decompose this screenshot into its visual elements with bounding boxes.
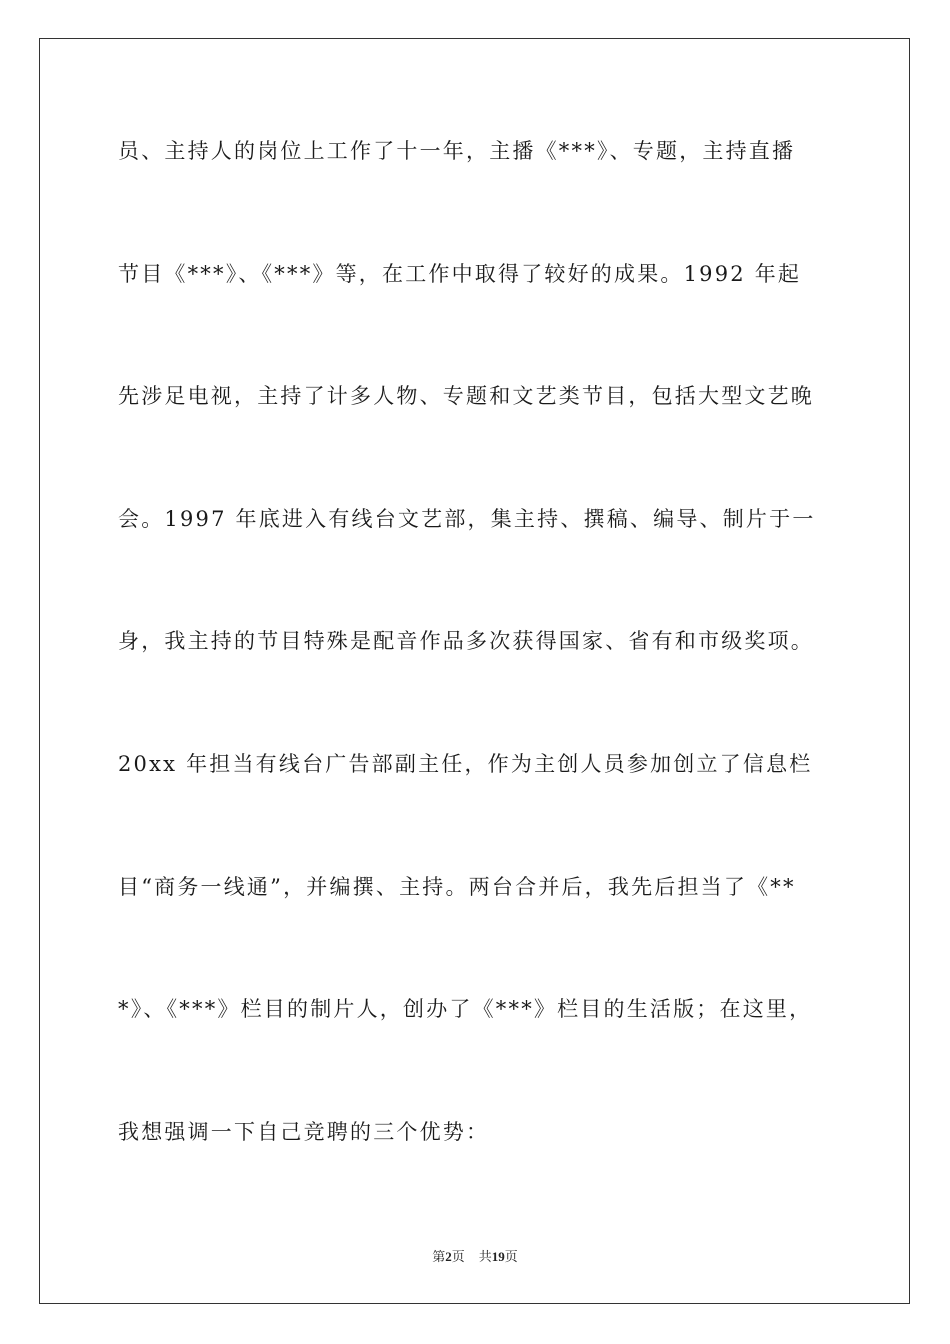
page-suffix: 页 — [451, 1250, 465, 1265]
paragraph-line: 20xx 年担当有线台广告部副主任，作为主创人员参加创立了信息栏 — [118, 751, 813, 776]
page-footer — [0, 1249, 950, 1266]
paragraph-line: 节目《***》、《***》等，在工作中取得了较好的成果。1992 年起 — [118, 261, 802, 286]
paragraph-line: 会。1997 年底进入有线台文艺部，集主持、撰稿、编导、制片于一 — [118, 506, 816, 531]
paragraph-line: 员、主持人的岗位上工作了十一年，主播《***》、专题，主持直播 — [118, 139, 796, 163]
page-prefix: 第 — [432, 1250, 446, 1265]
paragraph-line: 先涉足电视，主持了计多人物、专题和文艺类节目，包括大型文艺晚 — [118, 384, 814, 409]
document-body — [118, 120, 834, 1223]
page-number: 2 — [445, 1249, 452, 1264]
total-suffix: 页 — [504, 1250, 518, 1265]
total-prefix: 共 — [478, 1250, 492, 1265]
paragraph-line: 目“商务一线通”，并编撰、主持。两台合并后，我先后担当了《** — [118, 874, 796, 899]
paragraph-line: 身，我主持的节目特殊是配音作品多次获得国家、省有和市级奖项。 — [118, 629, 814, 654]
paragraph-line: *》、《***》栏目的制片人，创办了《***》栏目的生活版；在这里， — [118, 997, 813, 1022]
total-pages: 19 — [491, 1249, 505, 1264]
paragraph-line: 我想强调一下自己竞聘的三个优势： — [118, 1119, 490, 1144]
